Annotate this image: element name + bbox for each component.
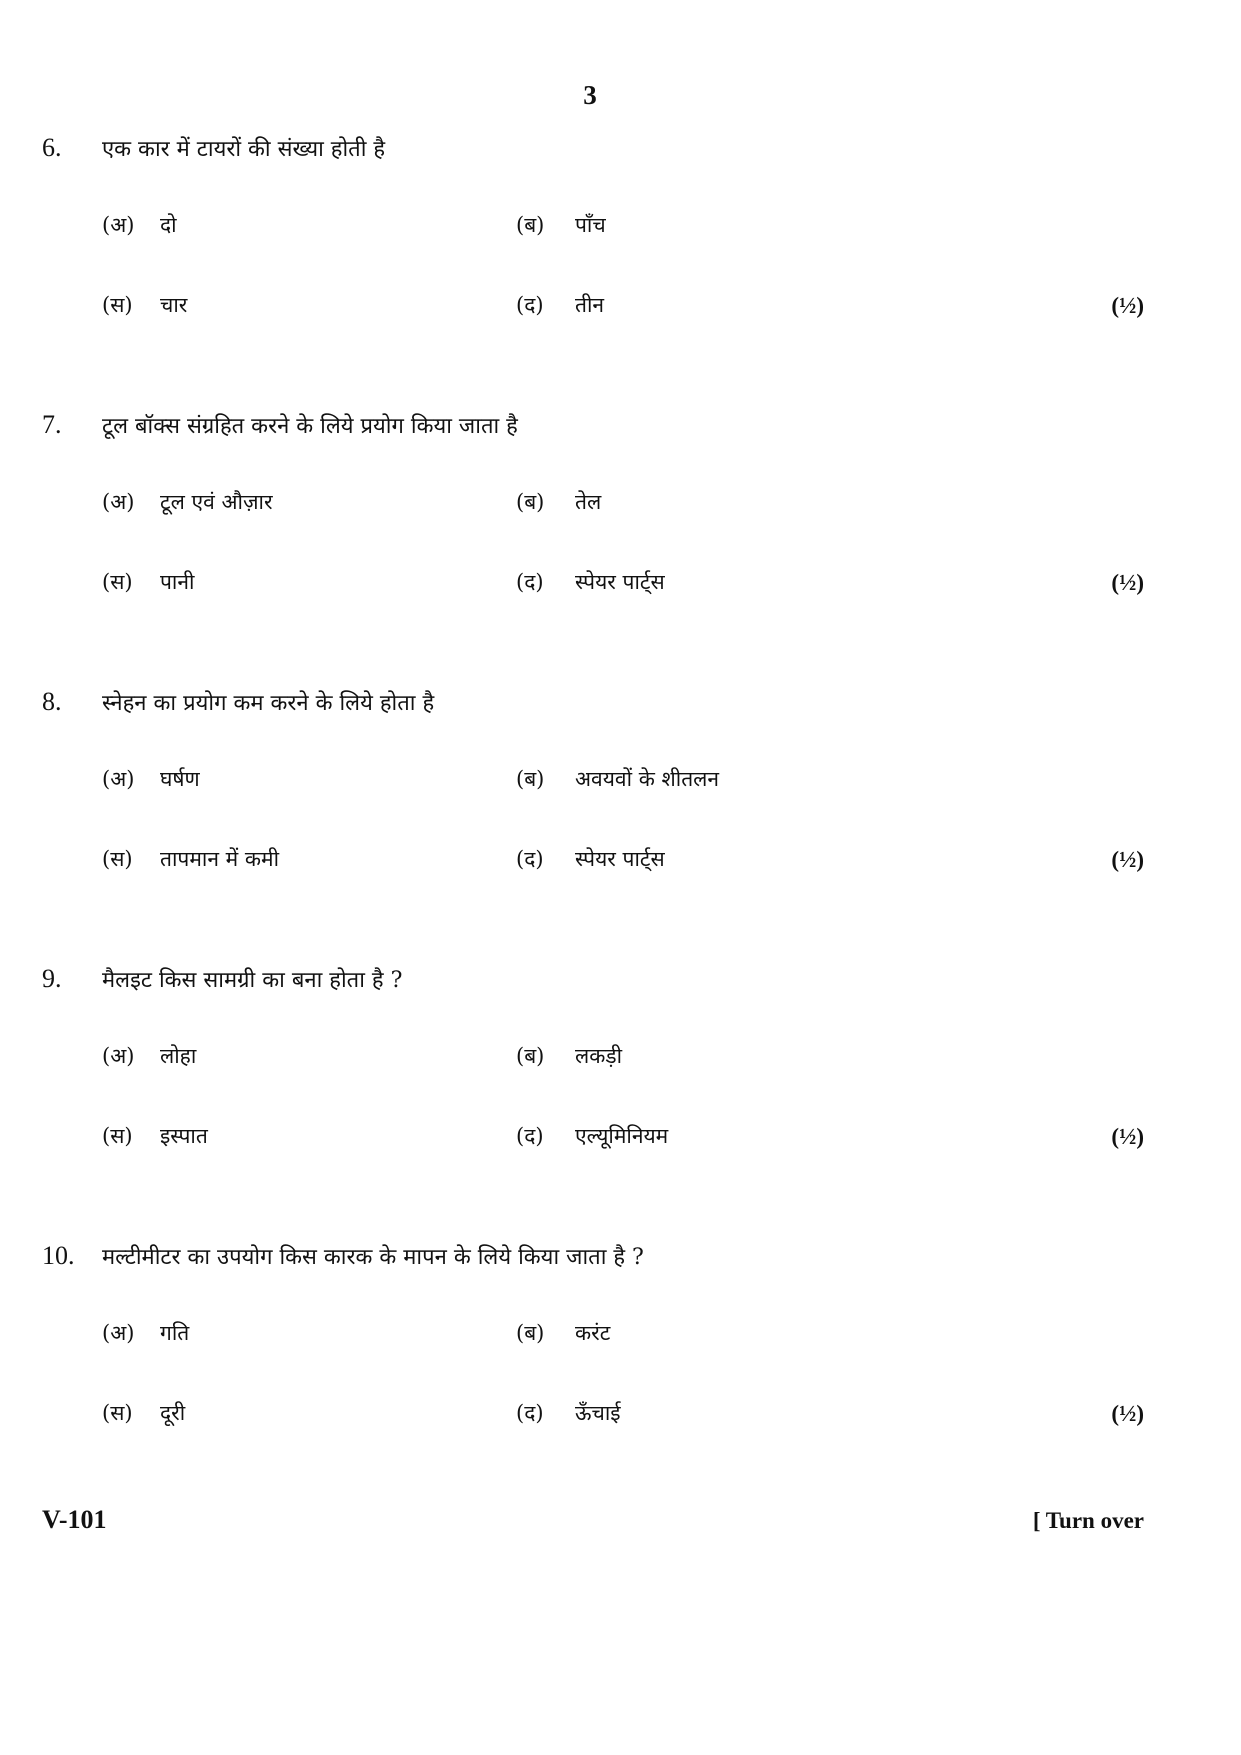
question-text: मैलइट किस सामग्री का बना होता है ? [102, 968, 403, 993]
option-b-label: (ब) [516, 213, 545, 237]
option-b-label: (ब) [516, 767, 545, 791]
option-d-label: (द) [516, 1124, 544, 1148]
option-c-label: (स) [102, 1401, 133, 1425]
option-c-text: दूरी [160, 1401, 186, 1425]
option-a-text: दो [160, 213, 177, 237]
turn-over-label: [ Turn over [1032, 1508, 1144, 1533]
option-b-label: (ब) [516, 1044, 545, 1068]
marks-label: (½) [1111, 293, 1144, 318]
option-d-label: (द) [516, 847, 544, 871]
question-text: मल्टीमीटर का उपयोग किस कारक के मापन के लिये किया जाता है ? [102, 1245, 644, 1270]
question-number: 7. [42, 410, 62, 439]
question-number: 9. [42, 964, 62, 993]
paper-code: V-101 [42, 1505, 107, 1534]
option-d-text: ऊँचाई [575, 1401, 621, 1425]
option-d-text: तीन [575, 293, 605, 317]
option-c-text: इस्पात [160, 1124, 208, 1148]
option-d-text: स्पेयर पार्ट्स [575, 847, 665, 871]
option-c-text: चार [160, 293, 188, 317]
option-c-label: (स) [102, 293, 133, 317]
option-d-label: (द) [516, 293, 544, 317]
marks-label: (½) [1111, 847, 1144, 872]
option-a-label: (अ) [102, 213, 135, 237]
question-number: 8. [42, 687, 62, 716]
option-a-label: (अ) [102, 1044, 135, 1068]
option-b-text: लकड़ी [575, 1044, 623, 1068]
marks-label: (½) [1111, 570, 1144, 595]
option-d-label: (द) [516, 1401, 544, 1425]
option-d-text: एल्यूमिनियम [575, 1124, 669, 1148]
option-a-text: घर्षण [160, 767, 200, 791]
page-number: 3 [583, 80, 597, 110]
option-a-text: लोहा [160, 1044, 197, 1068]
option-c-label: (स) [102, 1124, 133, 1148]
option-c-text: पानी [160, 570, 195, 594]
option-b-text: पाँच [575, 213, 606, 237]
option-a-label: (अ) [102, 767, 135, 791]
option-a-text: टूल एवं औज़ार [160, 490, 273, 514]
option-b-text: अवयवों के शीतलन [575, 767, 720, 791]
option-b-label: (ब) [516, 490, 545, 514]
marks-label: (½) [1111, 1401, 1144, 1426]
option-c-label: (स) [102, 570, 133, 594]
option-b-text: करंट [575, 1321, 611, 1345]
option-a-label: (अ) [102, 1321, 135, 1345]
option-b-label: (ब) [516, 1321, 545, 1345]
question-text: टूल बॉक्स संग्रहित करने के लिये प्रयोग किया जाता है [102, 414, 518, 439]
marks-label: (½) [1111, 1124, 1144, 1149]
question-text: स्नेहन का प्रयोग कम करने के लिये होता है [102, 691, 435, 716]
option-d-label: (द) [516, 570, 544, 594]
question-text: एक कार में टायरों की संख्या होती है [102, 137, 386, 162]
question-number: 6. [42, 133, 62, 162]
option-b-text: तेल [575, 490, 602, 514]
question-number: 10. [42, 1241, 75, 1270]
option-a-label: (अ) [102, 490, 135, 514]
option-c-label: (स) [102, 847, 133, 871]
option-a-text: गति [160, 1321, 190, 1345]
option-d-text: स्पेयर पार्ट्स [575, 570, 665, 594]
option-c-text: तापमान में कमी [160, 847, 280, 871]
